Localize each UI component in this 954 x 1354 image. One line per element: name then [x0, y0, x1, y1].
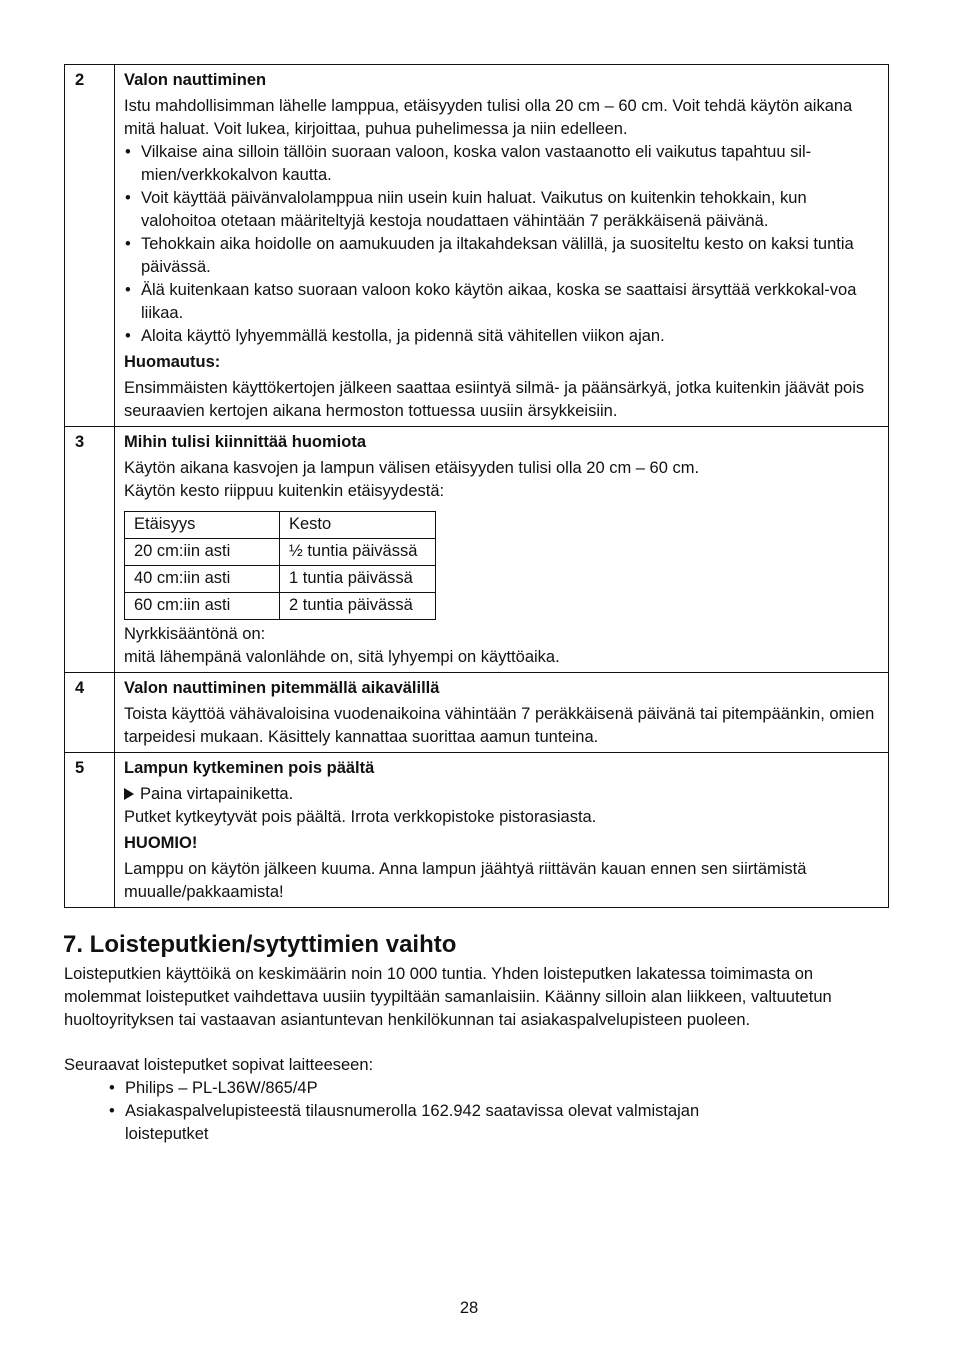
- table-row: [125, 539, 436, 566]
- step-content: [115, 65, 889, 427]
- section-paragraph: Loisteputkien käyttöikä on keskimäärin noin 10 000 tuntia. Yhden loisteputken lakatessa toimimasta on molemmat loisteputket vaihdettava uusiin tyypiltään samanlaisiin. Käänny silloin alan liikkeen, valtuutetun huoltoyrityksen tai vastaavan asiantuntevan henkilökunnan tai asiakaspalvelupisteen puoleen.: [64, 965, 832, 1029]
- step-row-2: [65, 65, 889, 427]
- list-item: • Asiakaspalvelupisteestä tilausnumerolla 162.942 saatavissa olevat valmistajan loisteputket: [109, 1100, 889, 1146]
- step-text: Toista käyttöä vähävaloisina vuodenaikoina vähintään 7 peräkkäisenä päivänä tai pitempäänkin, omien tarpeidesi mukaan. Käsittely kannattaa suorittaa aamun tunteina.: [124, 705, 875, 746]
- step-content: [115, 673, 889, 753]
- rule-title: Nyrkkisääntönä on:: [124, 625, 266, 643]
- tube-list: [64, 1077, 889, 1146]
- warning-text: Lamppu on käytön jälkeen kuuma. Anna lampun jäähtyä riittävän kauan ennen sen siirtämistä muualle/pakkaamista!: [124, 860, 807, 901]
- step-number: 4: [65, 673, 115, 753]
- step-title: Mihin tulisi kiinnittää huomiota: [124, 433, 366, 451]
- result-text: Putket kytkeytyvät pois päältä. Irrota verkkopistoke pistorasiasta.: [124, 808, 597, 826]
- list-item: • Vilkaise aina silloin tällöin suoraan valoon, koska valon vastaanotto eli vaikutus tapahtuu sil-mien/verkkokalvon kautta.: [124, 141, 880, 187]
- table-header-row: [125, 512, 436, 539]
- step-row-5: [65, 753, 889, 908]
- step-title: Valon nauttiminen: [124, 71, 267, 89]
- step-intro: Istu mahdollisimman lähelle lamppua, etäisyyden tulisi olla 20 cm – 60 cm. Voit tehdä käytön aikana mitä haluat. Voit lukea, kirjoittaa, puhua puhelimessa ja niin edelleen.: [124, 97, 853, 138]
- step-content: [115, 753, 889, 908]
- section-title: 7. Loisteputkien/sytyttimien vaihto: [63, 931, 457, 958]
- action-text: Paina virtapainiketta.: [140, 785, 294, 803]
- table-cell: 60 cm:iin asti: [125, 593, 280, 620]
- note-text: Ensimmäisten käyttökertojen jälkeen saattaa esiintyä silmä- ja päänsärkyä, jotka kuitenkin jäävät pois seuraavien kertojen aikana hermoston tottuessa uusiin ärsykkeisiin.: [124, 379, 865, 420]
- action-line: [124, 783, 880, 806]
- step-line: Käytön aikana kasvojen ja lampun välisen etäisyyden tulisi olla 20 cm – 60 cm.: [124, 459, 700, 477]
- section-intro: Seuraavat loisteputket sopivat laitteeseen:: [64, 1056, 374, 1074]
- table-cell: 20 cm:iin asti: [125, 539, 280, 566]
- rule-text: mitä lähempänä valonlähde on, sitä lyhyempi on käyttöaika.: [124, 648, 560, 666]
- table-row: [125, 593, 436, 620]
- page-number: 28: [459, 1299, 479, 1317]
- step-title: Lampun kytkeminen pois päältä: [124, 759, 375, 777]
- step-number: 5: [65, 753, 115, 908]
- tips-list: [124, 141, 880, 348]
- table-cell: 40 cm:iin asti: [125, 566, 280, 593]
- list-item: • Philips – PL-L36W/865/4P: [109, 1077, 889, 1100]
- list-item: • Aloita käyttö lyhyemmällä kestolla, ja pidennä sitä vähitellen viikon ajan.: [124, 325, 880, 348]
- list-item: • Tehokkain aika hoidolle on aamukuuden ja iltakahdeksan välillä, ja suositeltu kesto on kaksi tuntia päivässä.: [124, 233, 880, 279]
- table-cell: 1 tuntia päivässä: [280, 566, 436, 593]
- step-title: Valon nauttiminen pitemmällä aikavälillä: [124, 679, 440, 697]
- list-item: • Älä kuitenkaan katso suoraan valoon koko käytön aikaa, koska se saattaisi ärsyttää verkkokal-voa liikaa.: [124, 279, 880, 325]
- steps-table: [64, 64, 889, 908]
- step-row-3: [65, 427, 889, 673]
- step-row-4: [65, 673, 889, 753]
- step-number: 3: [65, 427, 115, 673]
- arrow-right-icon: [124, 788, 134, 800]
- step-content: [115, 427, 889, 673]
- table-cell: 2 tuntia päivässä: [280, 593, 436, 620]
- warning-title: HUOMIO!: [124, 834, 198, 852]
- table-row: [125, 566, 436, 593]
- table-header-cell: Etäisyys: [125, 512, 280, 539]
- distance-duration-table: [124, 511, 436, 620]
- list-item: • Voit käyttää päivänvalolamppua niin usein kuin haluat. Vaikutus on kuitenkin tehokkain, kun valohoitoa otetaan määriteltyjä kestoja noudattaen vähintään 7 peräkkäisenä päivänä.: [124, 187, 880, 233]
- step-number: 2: [65, 65, 115, 427]
- replacement-section: [64, 928, 889, 1146]
- note-title: Huomautus:: [124, 353, 221, 371]
- table-header-cell: Kesto: [280, 512, 436, 539]
- table-cell: ½ tuntia päivässä: [280, 539, 436, 566]
- step-line: Käytön kesto riippuu kuitenkin etäisyydestä:: [124, 482, 445, 500]
